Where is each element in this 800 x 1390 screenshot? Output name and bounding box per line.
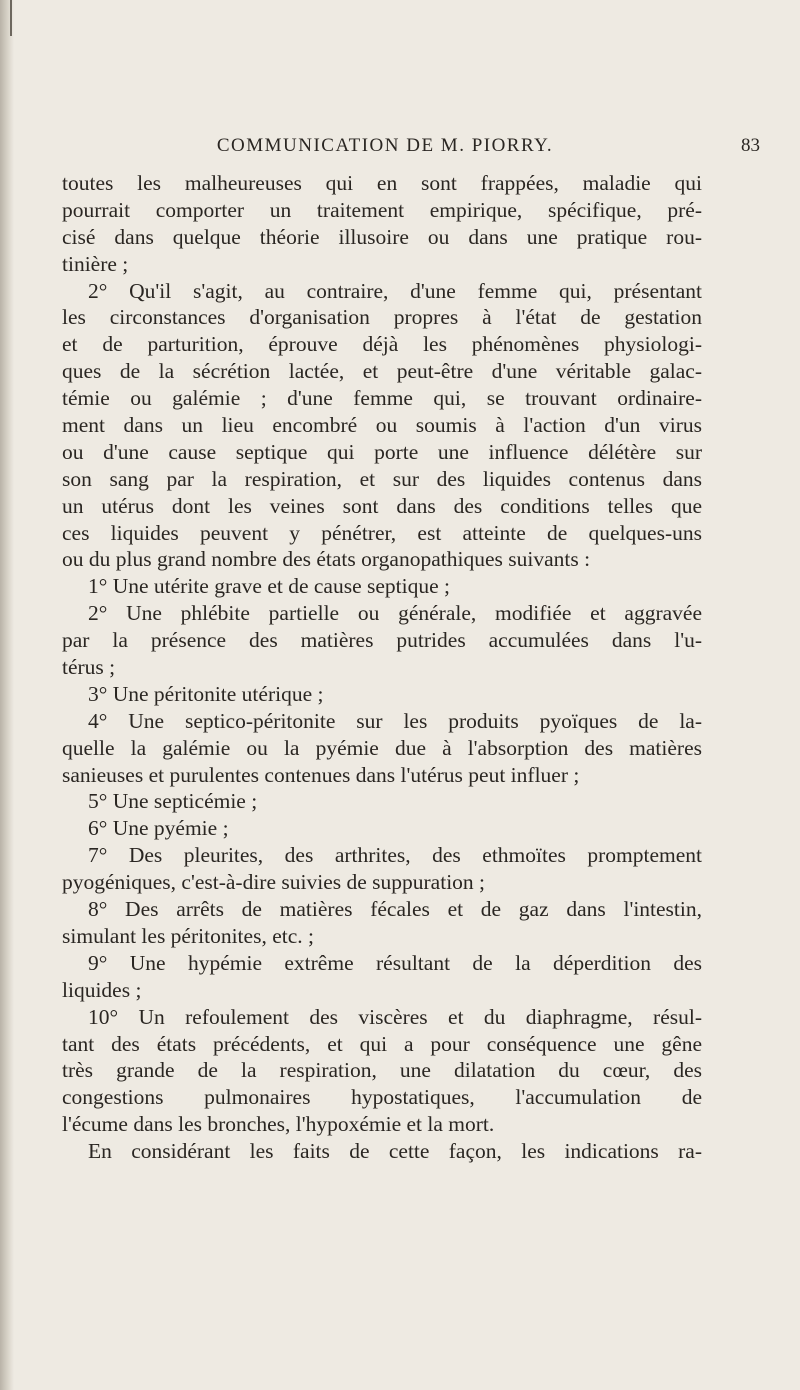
text-line: ou du plus grand nombre des états organopathiques suivants :: [62, 547, 591, 572]
text-line: En considérant les faits de cette façon, les indications ra-: [88, 1139, 702, 1164]
text-line: 4° Une septico-péritonite sur les produits pyoïques de la-: [88, 708, 702, 733]
binding-rule: [10, 0, 12, 36]
text-line: pyogéniques, c'est-à-dire suivies de suppuration ;: [62, 870, 486, 895]
text-line: 2° Qu'il s'agit, au contraire, d'une femme qui, présentant: [88, 278, 702, 303]
text-line: térus ;: [62, 655, 116, 680]
text-line: 6° Une pyémie ;: [88, 816, 229, 841]
text-line: ces liquides peuvent y pénétrer, est atteinte de quelques-uns: [62, 520, 702, 545]
text-line: par la présence des matières putrides accumulées dans l'u-: [62, 628, 702, 653]
text-line: 3° Une péritonite utérique ;: [88, 681, 324, 706]
text-line: ou d'une cause septique qui porte une influence délétère sur: [62, 439, 702, 464]
text-line: simulant les péritonites, etc. ;: [62, 923, 314, 948]
text-line: 8° Des arrêts de matières fécales et de gaz dans l'intestin,: [88, 897, 702, 922]
text-line: 2° Une phlébite partielle ou générale, modifiée et aggravée: [88, 601, 702, 626]
text-line: liquides ;: [62, 977, 142, 1002]
text-line: 9° Une hypémie extrême résultant de la déperdition des: [88, 950, 702, 975]
text-line: l'écume dans les bronches, l'hypoxémie et la mort.: [62, 1112, 495, 1137]
text-line: toutes les malheureuses qui en sont frappées, maladie qui: [62, 171, 702, 195]
text-line: tant des états précédents, et qui a pour conséquence une gêne: [62, 1031, 702, 1056]
text-line: 10° Un refoulement des viscères et du diaphragme, résul-: [88, 1004, 702, 1029]
text-line: et de parturition, éprouve déjà les phénomènes physiologi-: [62, 332, 702, 357]
page-number: 83: [741, 135, 760, 156]
text-line: 1° Une utérite grave et de cause septique ;: [88, 574, 451, 599]
text-line: 7° Des pleurites, des arthrites, des ethmoïtes promptement: [88, 843, 702, 868]
text-line: un utérus dont les veines sont dans des conditions telles que: [62, 493, 702, 518]
text-line: 5° Une septicémie ;: [88, 789, 258, 814]
text-line: congestions pulmonaires hypostatiques, l'accumulation de: [62, 1085, 702, 1110]
running-head: COMMUNICATION DE M. PIORRY.: [216, 135, 554, 156]
text-line: ment dans un lieu encombré ou soumis à l'action d'un virus: [62, 413, 702, 438]
page-header: [100, 135, 760, 165]
text-line: les circonstances d'organisation propres à l'état de gestation: [62, 305, 702, 330]
text-line: cisé dans quelque théorie illusoire ou dans une pratique rou-: [62, 224, 702, 249]
text-line: témie ou galémie ; d'une femme qui, se trouvant ordinaire-: [62, 386, 702, 411]
page-gutter-shadow: [0, 0, 14, 1390]
text-line: sanieuses et purulentes contenues dans l'utérus peut influer ;: [62, 762, 580, 787]
text-line: ques de la sécrétion lactée, et peut-être d'une véritable galac-: [62, 359, 702, 384]
text-line: pourrait comporter un traitement empirique, spécifique, pré-: [62, 197, 702, 222]
text-line: très grande de la respiration, une dilatation du cœur, des: [62, 1058, 702, 1083]
text-line: tinière ;: [62, 251, 129, 276]
body-text: [62, 170, 702, 1165]
text-line: quelle la galémie ou la pyémie due à l'absorption des matières: [62, 735, 702, 760]
text-line: son sang par la respiration, et sur des liquides contenus dans: [62, 466, 702, 491]
